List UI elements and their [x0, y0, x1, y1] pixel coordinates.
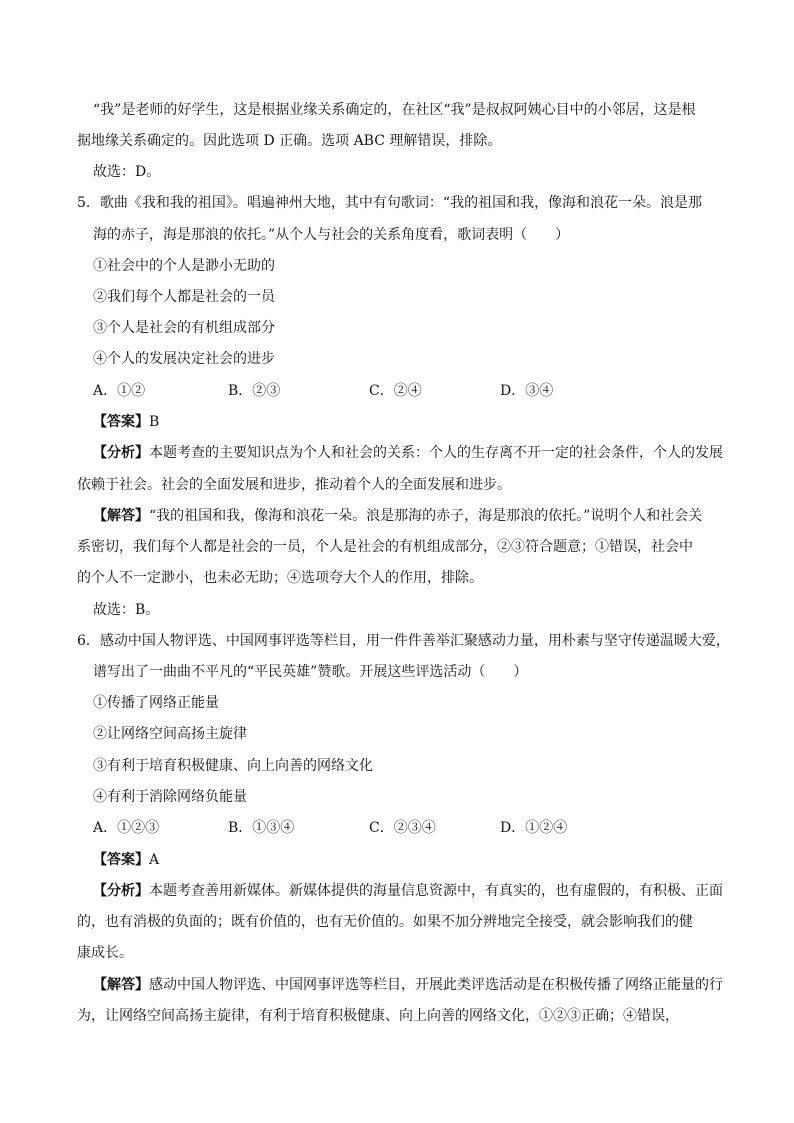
- q6-stem-line-2: 谱写出了一曲曲不平凡的“平民英雄”赞歌。开展这些评选活动（ ）: [93, 664, 528, 680]
- q6-analysis-line-2: 的，也有消极的负面的；既有价值的，也有无价值的。如果不加分辨地完全接受，就会影响我们的健: [77, 914, 693, 930]
- q6-item-1: ①传播了网络正能量: [93, 695, 219, 711]
- q5-stem-line-2: 海的赤子，海是那浪的依托。”从个人与社会的关系角度看，歌词表明（ ）: [93, 227, 570, 243]
- q5-item-1: ①社会中的个人是渺小无助的: [93, 258, 275, 274]
- q5-option-d: D．③④: [500, 383, 554, 399]
- q5-answer-value: B: [149, 414, 160, 430]
- q5-choose: 故选：B。: [93, 602, 160, 618]
- q6-option-a: A．①②③: [93, 820, 160, 836]
- q6-answer-value: A: [149, 852, 160, 868]
- q6-answer: [93, 850, 159, 870]
- q5-answer: [93, 412, 159, 432]
- q6-answer-tag: 【答案】: [93, 852, 149, 868]
- q5-stem-line-1: 5．歌曲《我和我的祖国》。唱遍神州大地，其中有句歌词：“我的祖国和我，像海和浪花一朵。浪是那: [77, 195, 703, 211]
- q5-item-2: ②我们每个人都是社会的一员: [93, 289, 275, 305]
- q6-option-d: D．①②④: [500, 820, 568, 836]
- q5-solution-line-2: 系密切，我们每个人都是社会的一员，个人是社会的有机组成部分，②③符合题意；①错误，社会中: [77, 539, 693, 555]
- q5-solution-line-1: [93, 506, 702, 526]
- intro-choose: 故选：D。: [93, 164, 161, 180]
- q6-item-2: ②让网络空间高扬主旋律: [93, 726, 247, 742]
- q5-item-3: ③个人是社会的有机组成部分: [93, 320, 275, 336]
- q5-analysis-line-2: 依赖于社会。社会的全面发展和进步，推动着个人的全面发展和进步。: [77, 477, 511, 493]
- q5-analysis-text-1: 本题考查的主要知识点为个人和社会的关系：个人的生存离不开一定的社会条件，个人的发展: [149, 445, 723, 461]
- q6-item-4: ④有利于消除网络负能量: [93, 789, 247, 805]
- q6-option-c: C．②③④: [369, 820, 436, 836]
- q5-solution-text-1: “我的祖国和我，像海和浪花一朵。浪是那海的赤子，海是那浪的依托。”说明个人和社会关: [149, 508, 703, 524]
- q6-solution-text-1: 感动中国人物评选、中国网事评选等栏目，开展此类评选活动是在积极传播了网络正能量的行: [149, 977, 723, 993]
- q6-analysis-tag: 【分析】: [93, 883, 149, 899]
- q6-option-b: B．①③④: [228, 820, 295, 836]
- q5-solution-tag: 【解答】: [93, 508, 149, 524]
- q6-item-3: ③有利于培育积极健康、向上向善的网络文化: [93, 758, 373, 774]
- q6-solution-tag: 【解答】: [93, 977, 149, 993]
- q6-solution-line-1: [93, 975, 723, 995]
- q5-option-b: B．②③: [228, 383, 281, 399]
- q5-option-c: C．②④: [369, 383, 422, 399]
- q5-item-4: ④个人的发展决定社会的进步: [93, 351, 275, 367]
- q5-solution-line-3: 的个人不一定渺小，也未必无助；④选项夸大个人的作用，排除。: [77, 570, 483, 586]
- q6-stem-line-1: 6．感动中国人物评选、中国网事评选等栏目，用一件件善举汇聚感动力量，用朴素与坚守传递温暖大爱，: [77, 633, 730, 649]
- q5-option-a: A．①②: [93, 383, 146, 399]
- q5-analysis-line-1: [93, 443, 723, 463]
- intro-line-2: 据地缘关系确定的。因此选项 D 正确。选项 ABC 理解错误，排除。: [77, 133, 502, 149]
- intro-line-1: “我”是老师的好学生，这是根据业缘关系确定的，在社区“我”是叔叔阿姨心目中的小邻居，这是根: [93, 102, 696, 118]
- q5-analysis-tag: 【分析】: [93, 445, 149, 461]
- q6-analysis-line-3: 康成长。: [77, 945, 133, 961]
- q5-answer-tag: 【答案】: [93, 414, 149, 430]
- q6-analysis-text-1: 本题考查善用新媒体。新媒体提供的海量信息资源中，有真实的，也有虚假的，有积极、正面: [149, 883, 723, 899]
- q6-analysis-line-1: [93, 881, 723, 901]
- q6-solution-line-2: 为，让网络空间高扬主旋律，有利于培育积极健康、向上向善的网络文化，①②③正确；④错误，: [77, 1008, 679, 1024]
